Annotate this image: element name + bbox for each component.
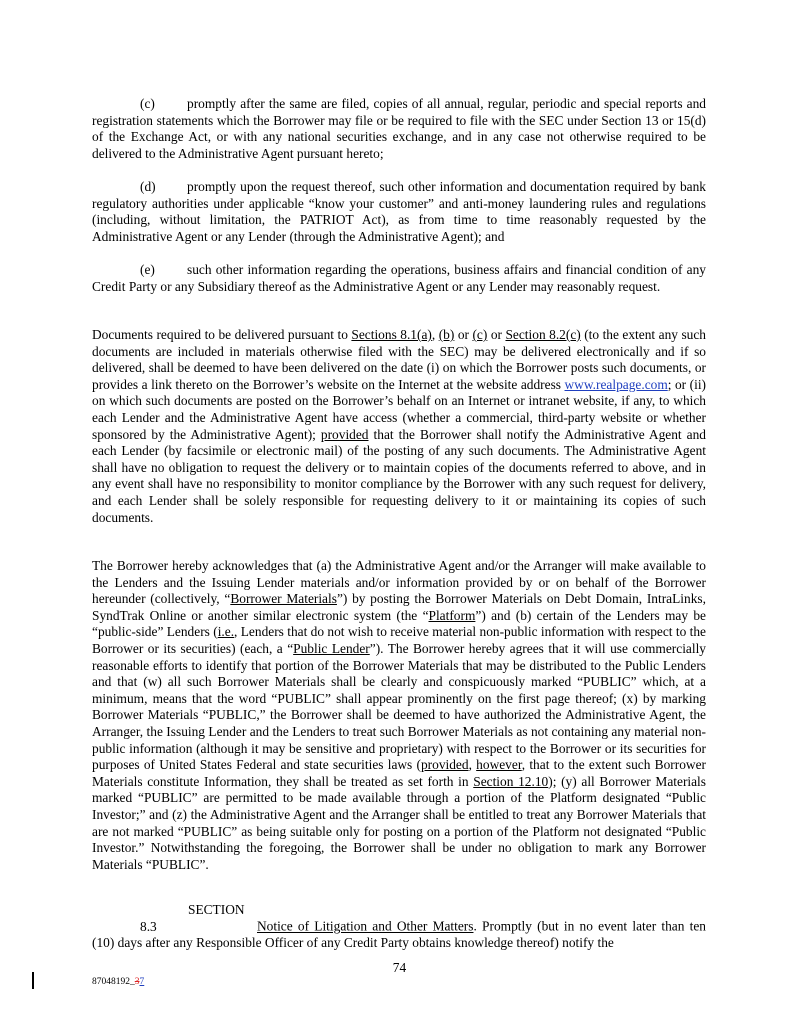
paragraph-d: [92, 179, 706, 245]
text-run: that the Borrower shall notify the Administrative Agent and each Lender (by facsimile or electronic mail) of the posting of any such documents. The Administrative Agent shall have no obligation to request the delivery or to maintain copies of the documents referred to above, and in any event shall have no responsibility to monitor compliance by the Borrower with any such request for delivery, and each Lender shall be solely responsible for requesting delivery to it or maintaining its copies of such documents.: [92, 426, 706, 525]
paragraph-c: [92, 96, 706, 162]
paragraph-electronic-delivery: [92, 327, 706, 526]
paragraph-marker: (d): [140, 179, 156, 194]
defined-term: Public Lender: [293, 640, 370, 656]
section-reference: Sections 8.1(a): [351, 327, 432, 342]
text-run: ”). The Borrower hereby agrees that it will use commercially reasonable efforts to identify that portion of the Borrower Materials that may be distributed to the Public Lenders and that (w) all such Borrower Materials shall be clearly and conspicuously marked “PUBLIC” which, at a minimum, means that the word “PUBLIC” shall appear prominently on the first page thereof; (x) by marking Borrower Materials “PUBLIC,” the Borrower shall be deemed to have authorized the Administrative Agent, the Arranger, the Issuing Lender and the Lenders to treat such Borrower Materials as not containing any material non-public information (although it may be sensitive and proprietary) with respect to the Borrower or its securities for purposes of United States Federal and state securities laws (: [92, 640, 706, 773]
defined-term: i.e.: [217, 624, 235, 640]
text-run: The Borrower hereby acknowledges that (a) the Administrative Agent and/or the Arranger will make available to the Lenders and the Issuing Lender materials and/or information provided by or on behalf of the Borrower hereunder (collectively, “: [92, 558, 706, 607]
paragraph-e: [92, 262, 706, 295]
text-run: ”) and (b) certain of the Lenders may be “public-side” Lenders (: [92, 607, 706, 640]
text-run: ,: [468, 757, 477, 773]
text-run: , that to the extent such Borrower Materials constitute Information, they shall be treated as set forth in: [92, 757, 706, 789]
section-reference: (b): [438, 327, 455, 342]
section-reference: Section 12.10: [473, 773, 549, 789]
paragraph-text: promptly after the same are filed, copies of all annual, regular, periodic and special reports and registration statements which the Borrower may file or be required to file with the SEC under Section 13 or 15(d) of the Exchange Act, or with any national securities exchange, and in any case not otherwise required to be delivered to the Administrative Agent pursuant hereto;: [92, 96, 706, 161]
section-heading: SECTION 8.3: [140, 902, 245, 934]
paragraph-borrower-materials: [92, 558, 706, 873]
defined-term: Platform: [428, 607, 476, 623]
paragraph-marker: (e): [140, 262, 155, 277]
deleted-version: 3: [134, 977, 140, 987]
defined-term: provided: [320, 426, 369, 442]
section-8-3-paragraph: [92, 902, 706, 952]
text-run: ); (y) all Borrower Materials marked “PUBLIC” are permitted to be made available through a portion of the Platform designated “Public Investor;” and (z) the Administrative Agent and the Arranger shall be entitled to treat any Borrower Materials that are not marked “PUBLIC” as being suitable only for posting on a portion of the Platform not designated “Public Investor.” Notwithstanding the foregoing, the Borrower shall be under no obligation to mark any Borrower Materials “PUBLIC”.: [92, 773, 706, 872]
inserted-version: 7: [139, 977, 145, 987]
document-id: 87048192_: [92, 977, 135, 987]
section-title: Notice of Litigation and Other Matters: [257, 918, 474, 934]
paragraph-marker: (c): [140, 96, 155, 111]
text-run: ”) by posting the Borrower Materials on Debt Domain, IntraLinks, SyndTrak Online or another similar electronic system (the “: [92, 591, 706, 623]
text-run: or: [454, 327, 473, 342]
defined-term: Borrower Materials: [230, 591, 337, 607]
paragraph-text: promptly upon the request thereof, such other information and documentation required by bank regulatory authorities under applicable “know your customer” and anti-money laundering rules and regulations (including, without limitation, the PATRIOT Act), as from time to time reasonably requested by the Administrative Agent or any Lender (through the Administrative Agent); and: [92, 179, 706, 244]
section-text: . Promptly (but in no event later than ten (10) days after any Responsible Officer of any Credit Party obtains knowledge thereof) notify the: [92, 918, 706, 951]
paragraph-text: such other information regarding the operations, business affairs and financial condition of any Credit Party or any Subsidiary thereof as the Administrative Agent or any Lender may reasonably request.: [92, 262, 706, 294]
text-run: , Lenders that do not wish to receive material non-public information with respect to the Borrower or its securities) (each, a “: [92, 624, 706, 656]
defined-term: however: [476, 757, 522, 773]
text-run: (to the extent any such documents are included in materials otherwise filed with the SEC) may be delivered electronically and if so delivered, shall be deemed to have been delivered on the date (i) on which the Borrower posts such documents, or provides a link thereto on the Borrower’s website on the Internet at the website address: [92, 327, 706, 392]
defined-term: provided: [420, 757, 469, 773]
text-run: or: [487, 327, 506, 342]
text-run: Documents required to be delivered pursuant to: [92, 327, 352, 342]
page-number: 74: [392, 960, 407, 975]
text-run: ,: [431, 327, 439, 342]
section-reference: Section 8.2(c): [505, 327, 581, 342]
text-run: ; or (ii) on which such documents are posted on the Borrower’s behalf on an Internet or intranet website, if any, to which each Lender and the Administrative Agent have access (whether a commercial, third-party website or whether sponsored by the Administrative Agent);: [92, 376, 706, 442]
footer-document-id: [92, 977, 144, 987]
revision-change-bar: [32, 972, 34, 989]
website-link[interactable]: www.realpage.com: [564, 376, 668, 392]
section-reference: (c): [472, 327, 488, 342]
